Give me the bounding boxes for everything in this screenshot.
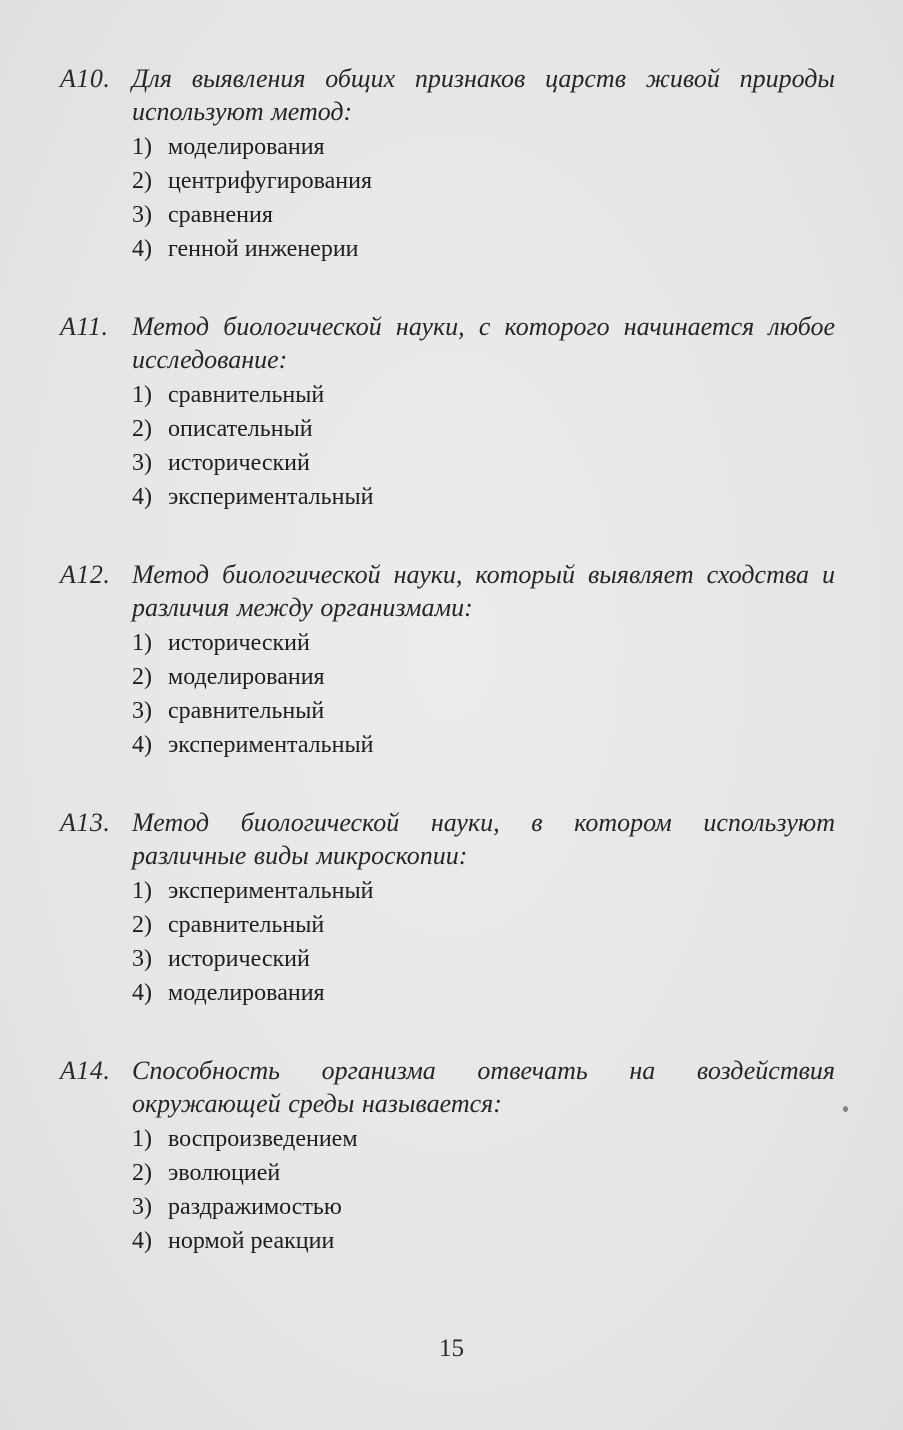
option-number: 2) (132, 912, 152, 938)
option-text: моделирования (168, 134, 325, 160)
option-number: 2) (132, 416, 152, 442)
answer-option-1 (132, 874, 835, 908)
question-a10 (60, 62, 835, 266)
answer-option-3 (132, 1190, 835, 1224)
question-text: Способность организма отвечать на воздействия окружающей среды называется: (132, 1056, 835, 1118)
option-text: исторический (168, 946, 310, 972)
answer-options (60, 874, 835, 1010)
option-number: 3) (132, 202, 152, 228)
question-number: A12. (60, 560, 111, 589)
question-text: Метод биологической науки, в котором используют различные виды микроскопии: (132, 808, 835, 870)
question-number: A11. (60, 312, 109, 341)
question-number: A10. (60, 64, 111, 93)
answer-options (60, 626, 835, 762)
answer-option-1 (132, 130, 835, 164)
option-number: 1) (132, 878, 152, 904)
option-text: генной инженерии (168, 236, 359, 262)
print-speck (843, 1106, 848, 1112)
option-number: 2) (132, 168, 152, 194)
option-number: 3) (132, 698, 152, 724)
question-text: Метод биологической науки, с которого начинается любое исследование: (132, 312, 835, 374)
question-text: Метод биологической науки, который выявляет сходства и различия между организмами: (132, 560, 835, 622)
answer-option-4 (132, 1224, 835, 1258)
question-number: A13. (60, 808, 111, 837)
answer-option-1 (132, 626, 835, 660)
option-number: 2) (132, 1160, 152, 1186)
answer-option-2 (132, 908, 835, 942)
answer-option-2 (132, 164, 835, 198)
answer-option-2 (132, 1156, 835, 1190)
question-a11 (60, 310, 835, 514)
option-number: 4) (132, 1228, 152, 1254)
page-number: 15 (439, 1335, 464, 1362)
answer-option-3 (132, 694, 835, 728)
option-text: исторический (168, 630, 310, 656)
question-list (60, 62, 835, 1302)
option-text: экспериментальный (168, 484, 374, 510)
option-number: 1) (132, 1126, 152, 1152)
option-number: 2) (132, 664, 152, 690)
question-a12 (60, 558, 835, 762)
question-a14 (60, 1054, 835, 1258)
option-number: 1) (132, 382, 152, 408)
option-number: 4) (132, 236, 152, 262)
option-text: центрифугирования (168, 168, 372, 194)
option-text: раздражимостью (168, 1194, 342, 1220)
option-text: сравнительный (168, 912, 325, 938)
answer-option-4 (132, 232, 835, 266)
option-text: воспроизведением (168, 1126, 358, 1152)
question-text: Для выявления общих признаков царств живой природы используют метод: (132, 64, 835, 126)
answer-option-4 (132, 728, 835, 762)
answer-options (60, 130, 835, 266)
option-number: 4) (132, 732, 152, 758)
option-number: 3) (132, 1194, 152, 1220)
answer-options (60, 1122, 835, 1258)
option-text: описательный (168, 416, 313, 442)
question-a13 (60, 806, 835, 1010)
option-number: 1) (132, 630, 152, 656)
option-text: сравнительный (168, 698, 325, 724)
option-number: 3) (132, 450, 152, 476)
answer-option-2 (132, 660, 835, 694)
answer-option-1 (132, 378, 835, 412)
option-number: 4) (132, 980, 152, 1006)
question-number: A14. (60, 1056, 111, 1085)
answer-option-3 (132, 446, 835, 480)
option-text: экспериментальный (168, 732, 374, 758)
answer-option-4 (132, 480, 835, 514)
option-text: моделирования (168, 664, 325, 690)
option-text: моделирования (168, 980, 325, 1006)
option-text: сравнительный (168, 382, 325, 408)
answer-option-1 (132, 1122, 835, 1156)
answer-option-4 (132, 976, 835, 1010)
option-text: эволюцией (168, 1160, 281, 1186)
option-text: нормой реакции (168, 1228, 335, 1254)
answer-option-2 (132, 412, 835, 446)
option-text: экспериментальный (168, 878, 374, 904)
answer-options (60, 378, 835, 514)
option-text: сравнения (168, 202, 273, 228)
option-number: 4) (132, 484, 152, 510)
answer-option-3 (132, 198, 835, 232)
answer-option-3 (132, 942, 835, 976)
option-text: исторический (168, 450, 310, 476)
option-number: 3) (132, 946, 152, 972)
option-number: 1) (132, 134, 152, 160)
